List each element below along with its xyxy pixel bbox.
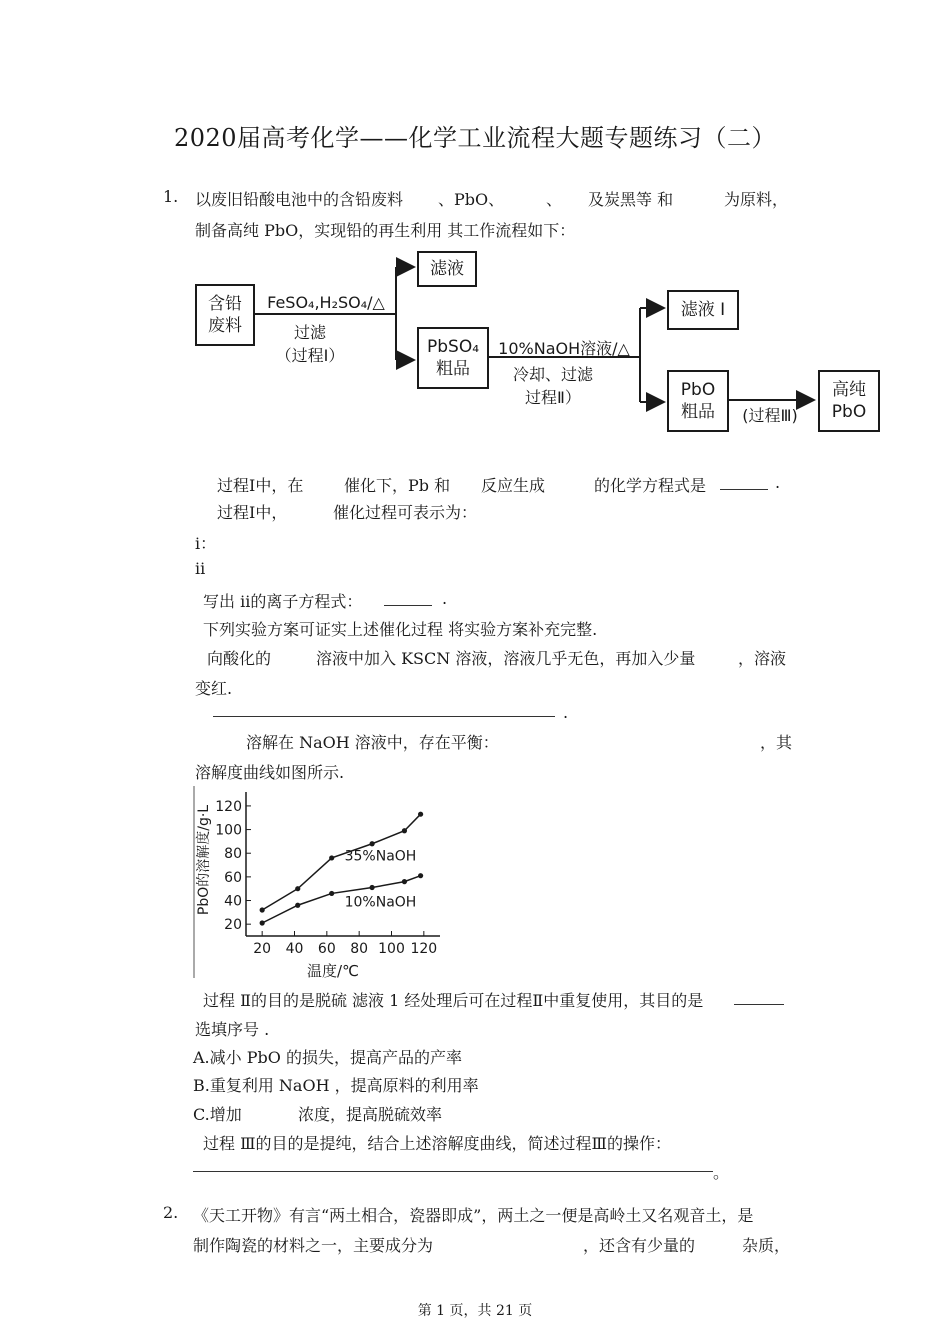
box-lead-waste-line2: 废料 [208, 316, 242, 336]
p14: 过程 Ⅲ的目的是提纯，结合上述溶解度曲线，简述过程Ⅲ的操作： [203, 1134, 671, 1153]
y-axis-label: PbO的溶解度/g·L [196, 804, 212, 916]
data-point [402, 879, 407, 884]
data-point [402, 828, 407, 833]
step1-name: （过程Ⅰ） [275, 346, 345, 365]
page-title: 2020届高考化学——化学工业流程大题专题练习（二） [173, 124, 777, 152]
option-b: B.重复利用 NaOH ，提高原料的利用率 [193, 1076, 479, 1095]
series-label: 10%NaOH [344, 894, 417, 911]
question-number: 2. [163, 1203, 179, 1222]
x-axis-label: 温度/℃ [307, 962, 359, 980]
option-a: A.减小 PbO 的损失，提高产品的产率 [193, 1048, 462, 1067]
p10-a: 溶解在 NaOH 溶液中，存在平衡： [246, 733, 499, 752]
box-pbso4-crude [417, 327, 489, 389]
x-tick-label: 20 [253, 941, 272, 957]
answer-blank-2[interactable] [384, 591, 432, 610]
data-point [370, 885, 375, 890]
data-point [329, 855, 334, 860]
y-tick-label: 20 [224, 917, 242, 934]
x-tick-label: 60 [317, 941, 336, 957]
p1-b: 催化下，Pb 和 [344, 476, 451, 495]
q1-line2: 制备高纯 PbO，实现铅的再生利用 其工作流程如下： [195, 221, 576, 240]
box-lead-waste [195, 284, 255, 346]
p8: 变红. [195, 679, 233, 698]
step2-name: 过程Ⅱ） [525, 388, 581, 407]
p9-end: . [563, 703, 569, 722]
data-point [329, 891, 334, 896]
process-flow-diagram [0, 0, 950, 440]
data-point [295, 886, 300, 891]
box-pbso4-line2: 粗品 [436, 359, 470, 379]
p1-a: 过程Ⅰ中，在 [217, 476, 304, 495]
box-pbo-crude-line2: 粗品 [681, 402, 715, 422]
box-pbo-pure [818, 370, 880, 432]
p1-c: 反应生成 [481, 476, 546, 495]
p13: 选填序号 . [195, 1020, 270, 1039]
p7-a: 向酸化的 [207, 649, 272, 668]
solubility-chart [190, 782, 450, 982]
q2-line2-c: 杂质， [742, 1236, 791, 1255]
box-pbo-crude [667, 370, 729, 432]
step3-name: (过程Ⅲ) [742, 406, 798, 425]
p7-b: 溶液中加入 KSCN 溶液，溶液几乎无色，再加入少量 [316, 649, 696, 668]
box-lead-waste-line1: 含铅 [208, 294, 242, 314]
page-footer: 第 1 页，共 21 页 [417, 1303, 533, 1319]
option-c-b: 浓度，提高脱硫效率 [298, 1105, 443, 1124]
p1-d: 的化学方程式是 [594, 476, 707, 495]
p12: 过程 Ⅱ的目的是脱硫 滤液 1 经处理后可在过程Ⅱ中重复使用，其目的是 [203, 991, 704, 1010]
p3: i： [195, 534, 217, 553]
box-pbo-crude-line1: PbO [680, 380, 716, 400]
answer-blank-4[interactable] [734, 990, 784, 1009]
q1-line1-c: 、 [546, 190, 563, 209]
answer-blank-3[interactable] [213, 702, 555, 721]
data-point [418, 812, 423, 817]
solubility-chart-svg [190, 782, 450, 982]
y-tick-label: 40 [224, 893, 242, 910]
q2-line2-b: ，还含有少量的 [583, 1236, 696, 1255]
series-label: 35%NaOH [344, 848, 417, 865]
p15-end: 。 [713, 1163, 730, 1182]
y-tick-label: 60 [224, 869, 242, 886]
q1-line1-e: 为原料， [724, 190, 789, 209]
answer-blank-1[interactable] [720, 475, 768, 494]
step2-reagent: 10%NaOH溶液/△ [498, 339, 630, 358]
q1-line1-d: 及炭黑等 和 [588, 190, 674, 209]
p5-a: 写出 ii的离子方程式： [203, 592, 363, 611]
x-tick-label: 120 [410, 941, 438, 957]
data-point [260, 920, 265, 925]
box-pbso4-line1: PbSO₄ [426, 337, 480, 357]
data-point [295, 903, 300, 908]
x-tick-label: 100 [378, 941, 405, 957]
box-pbo-pure-line2: PbO [831, 402, 867, 422]
x-tick-label: 40 [285, 941, 304, 957]
question-number: 1. [163, 187, 179, 206]
y-tick-label: 120 [215, 798, 242, 815]
p2-a: 过程Ⅰ中， [217, 503, 288, 522]
box-pbo-pure-line1: 高纯 [832, 380, 866, 400]
p7-c: ，溶液 [738, 649, 787, 668]
y-tick-label: 100 [215, 822, 242, 839]
p10-b: ，其 [760, 733, 793, 752]
answer-blank-5[interactable] [193, 1157, 713, 1176]
option-c-a: C.增加 [193, 1105, 242, 1124]
p5-b: . [442, 589, 448, 608]
step1-action: 过滤 [293, 323, 326, 342]
q2-line1: 《天工开物》有言“两土相合，瓷器即成”，两土之一便是高岭土又名观音土，是 [193, 1206, 754, 1225]
p11: 溶解度曲线如图所示. [195, 763, 345, 782]
q1-line1-a: 以废旧铅酸电池中的含铅废料 [195, 190, 404, 209]
q1-line1-b: 、PbO、 [438, 190, 505, 209]
box-filtrate [417, 251, 477, 287]
data-point [260, 907, 265, 912]
p1-e: . [775, 473, 781, 492]
q2-line2-a: 制作陶瓷的材料之一，主要成分为 [193, 1236, 434, 1255]
p6: 下列实验方案可证实上述催化过程 将实验方案补充完整. [203, 620, 598, 639]
p4: ii [195, 559, 206, 578]
p2-b: 催化过程可表示为： [333, 503, 478, 522]
data-point [418, 873, 423, 878]
step1-reagent: FeSO₄,H₂SO₄/△ [267, 293, 385, 312]
data-point [370, 841, 375, 846]
box-filtrate-1-label: 滤液 Ⅰ [680, 300, 726, 320]
box-filtrate-label: 滤液 [430, 259, 464, 279]
x-tick-label: 80 [350, 941, 369, 957]
y-tick-label: 80 [224, 846, 242, 863]
step2-action: 冷却、过滤 [512, 365, 593, 384]
box-filtrate-1 [667, 290, 739, 330]
